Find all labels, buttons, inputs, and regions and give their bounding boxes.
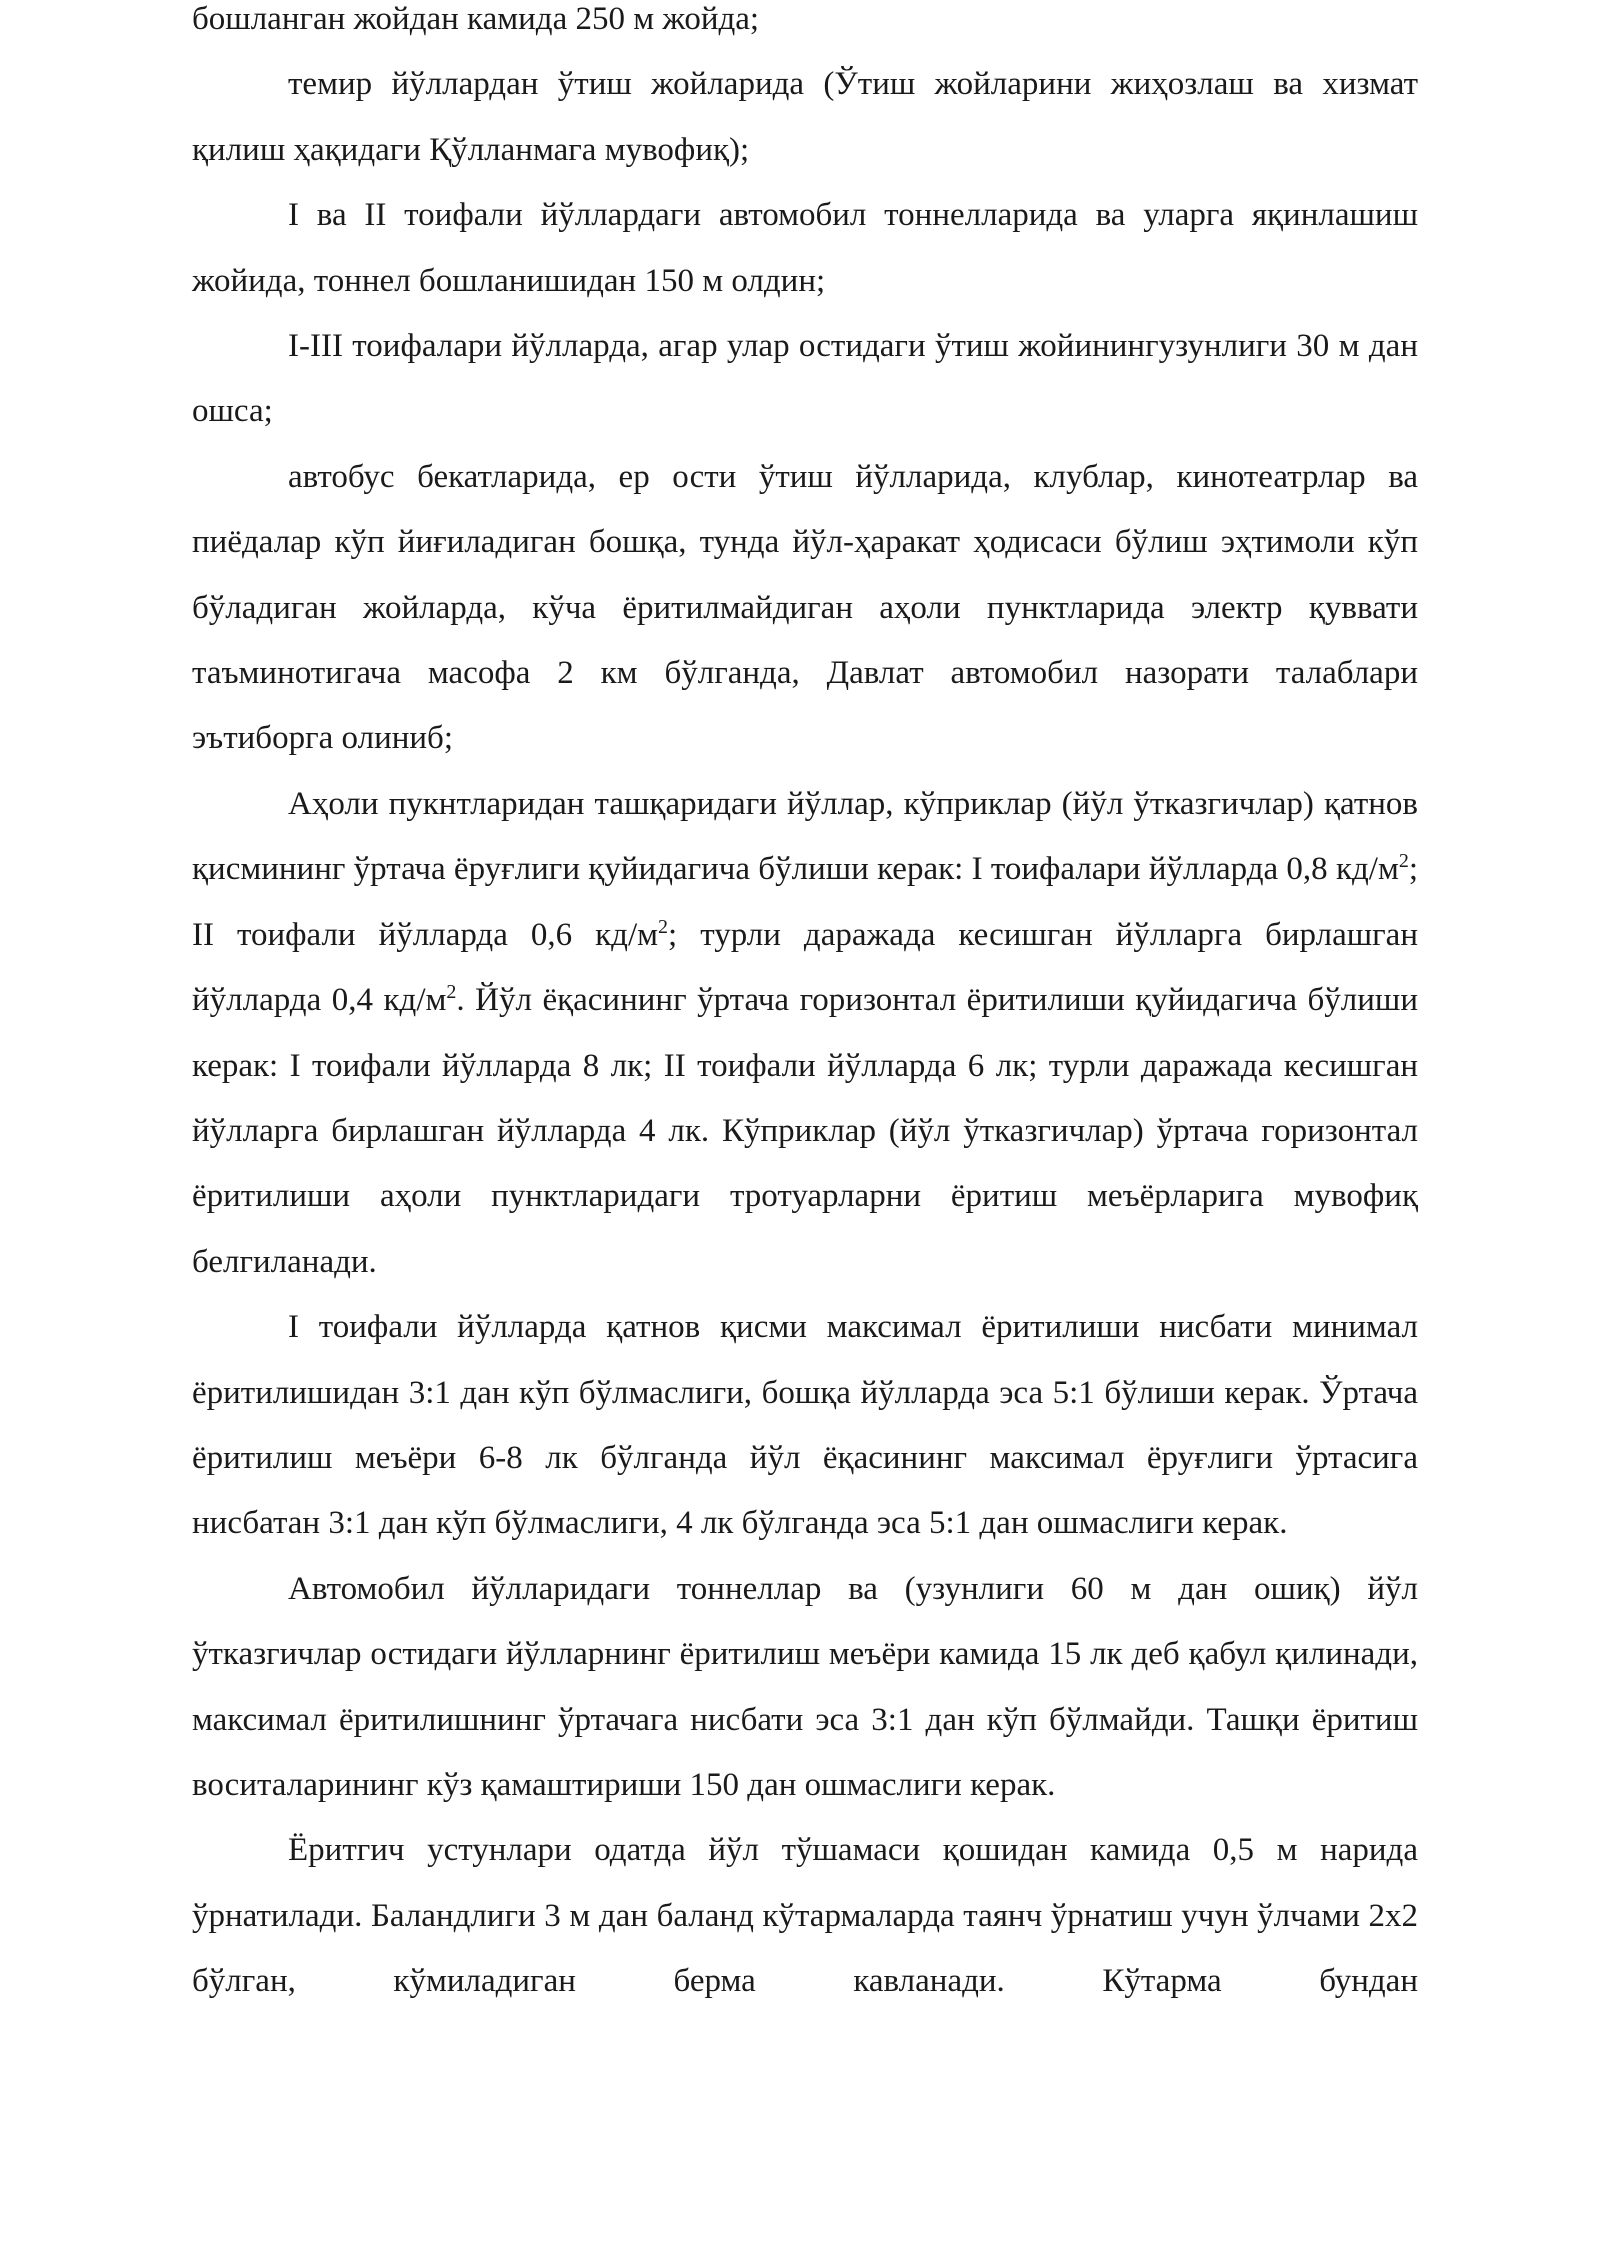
paragraph-illumination-ratio: I тоифали йўлларда қатнов қисми максимал ёритилиши нисбати минимал ёритилишидан 3:1 дан кўп бўлмаслиги, бошқа йўлларда эса 5:1 бўлиши керак. Ўртача ёритилиш меъёри 6-8 лк бўлганда йўл ёқасининг максимал ёруғлиги ўртасига нисбатан 3:1 дан кўп бўлмаслиги, 4 лк бўлганда эса 5:1 дан ошмаслиги керак. <box>192 1309 1418 1542</box>
superscript-2: 2 <box>446 981 457 1004</box>
paragraph-tunnel-illumination: Автомобил йўлларидаги тоннеллар ва (узунлиги 60 м дан ошиқ) йўл ўтказгичлар остидаги йўлларнинг ёритилиш меъёри камида 15 лк деб қабул қилинади, максимал ёритилишнинг ўртачага нисбати эса 3:1 дан кўп бўлмайди. Ташқи ёритиш воситаларининг кўз қамаштириши 150 дан ошмаслиги керак. <box>192 1570 1418 1803</box>
luminance-text-4: . Йўл ёқасининг ўртача горизонтал ёритилиши қуйидагича бўлиши керак: I тоифали йўлларда 8 лк; II тоифали йўлларда 6 лк; турли даражада кесишган йўлларга бирлашган йўлларда 4 лк. Кўприклар (йўл ўтказгичлар) ўртача горизонтал ёритилиши аҳоли пунктларидаги тротуарларни ёритиш меъёрларига мувофиқ белгиланади. <box>192 982 1418 1280</box>
superscript-2: 2 <box>658 915 669 938</box>
paragraph-railway-crossings: темир йўллардан ўтиш жойларида (Ўтиш жойларини жиҳозлаш ва хизмат қилиш ҳақидаги Қўлланмага мувофиқ); <box>192 66 1418 168</box>
paragraph-lamp-posts: Ёритгич устунлари одатда йўл тўшамаси қошидан камида 0,5 м нарида ўрнатилади. Баландлиги 3 м дан баланд кўтармаларда таянч ўрнатиш учун ўлчами 2x2 бўлган, кўмиладиган берма кавланади. Кўтарма бундан <box>192 1832 1418 2000</box>
paragraph-tunnels: I ва II тоифали йўллардаги автомобил тоннелларида ва уларга яқинлашиш жойида, тоннел бошланишидан 150 м олдин; <box>192 197 1418 299</box>
superscript-2: 2 <box>1398 850 1409 873</box>
paragraph-bus-stops: автобус бекатларида, ер ости ўтиш йўлларида, клублар, кинотеатрлар ва пиёдалар кўп йиғиладиган бошқа, тунда йўл-ҳаракат ҳодисаси бўлиш эҳтимоли кўп бўладиган жойларда, кўча ёритилмайдиган аҳоли пунктларида электр қуввати таъминотигача масофа 2 км бўлганда, Давлат автомобил назорати талаблари эътиборга олиниб; <box>192 458 1418 757</box>
paragraph-average-luminance <box>192 772 1418 1295</box>
luminance-text-2: ; II тоифали йўлларда 0,6 кд/м <box>192 851 1418 953</box>
paragraph-continuation: бошланган жойдан камида 250 м жойда; <box>192 1 760 37</box>
luminance-text-1: Аҳоли пукнтларидан ташқаридаги йўллар, кўприклар (йўл ўтказгичлар) қатнов қисмининг ўртача ёруғлиги қуйидагича бўлиши керак: I тоифалари йўлларда 0,8 кд/м <box>192 785 1418 888</box>
luminance-text-3: ; турли даражада кесишган йўлларга бирлашган йўлларда 0,4 кд/м <box>192 916 1418 1019</box>
paragraph-underpass-length: I-III тоифалари йўлларда, агар улар остидаги ўтиш жойинингузунлиги 30 м дан ошса; <box>192 328 1418 430</box>
document-page <box>192 0 1418 2015</box>
